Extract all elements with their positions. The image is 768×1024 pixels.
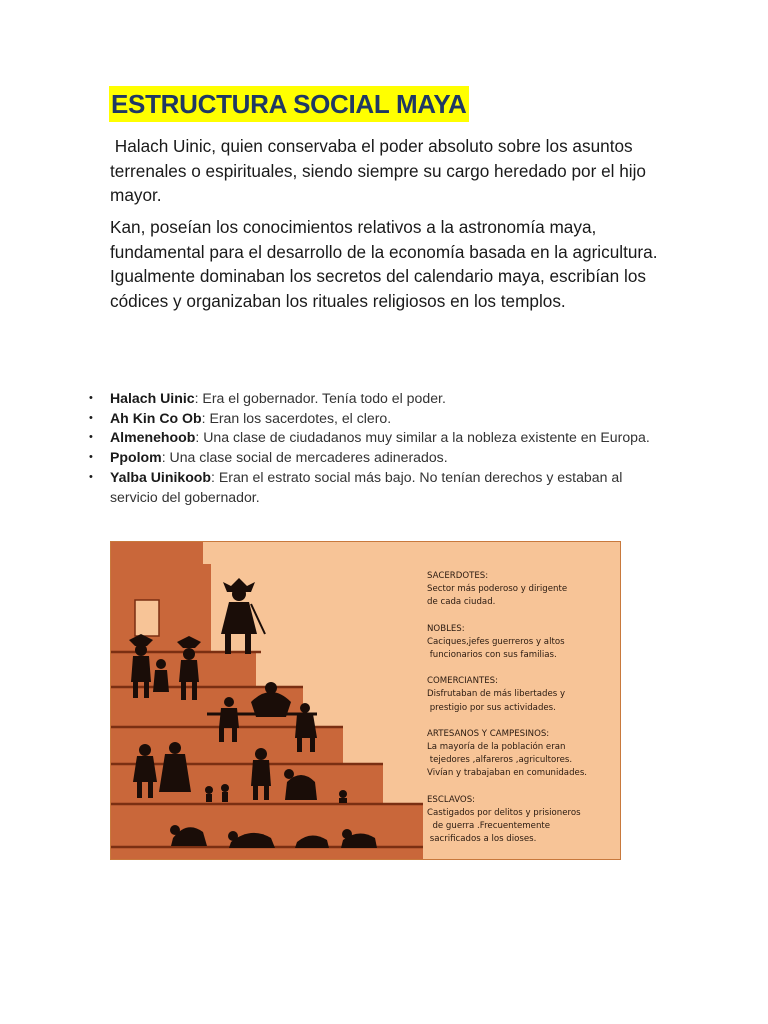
bullet-icon: • — [89, 392, 93, 404]
list-item-term: Almenehoob — [110, 429, 196, 446]
legend-heading: SACERDOTES: — [427, 571, 489, 581]
maya-pyramid-illustration — [110, 541, 621, 860]
list-item-desc: : Eran los sacerdotes, el clero. — [201, 409, 392, 426]
bullet-icon: • — [89, 470, 93, 483]
legend-line: La mayoría de la población eran — [427, 742, 566, 753]
legend-line: de guerra .Frecuentemente — [427, 821, 551, 832]
list-item — [89, 409, 670, 429]
bullet-icon: • — [89, 451, 93, 464]
legend-nobles — [427, 623, 617, 663]
legend-line: Disfrutaban de más libertades y — [427, 689, 566, 700]
legend-esclavos — [427, 794, 617, 847]
legend-line: Caciques,jefes guerreros y altos — [427, 636, 565, 647]
list-item-term: Halach Uinic — [110, 390, 195, 406]
legend-artesanos — [427, 728, 617, 781]
list-item-desc: : Eran el estrato social más bajo. No tenían derechos y estaban al servicio del gobernador. — [110, 468, 623, 505]
list-item-desc: : Una clase de ciudadanos muy similar a la nobleza existente en Europa. — [195, 429, 650, 446]
legend-line: Vivían y trabajaban en comunidades. — [427, 768, 588, 779]
legend-comerciantes — [427, 675, 617, 715]
list-item-desc: : Una clase social de mercaderes adinerados. — [161, 449, 448, 466]
list-item — [89, 428, 670, 448]
legend-line: prestigio por sus actividades. — [427, 702, 556, 713]
paragraph-halach-uinic: Halach Uinic, quien conservaba el poder absoluto sobre los asuntos terrenales o espirituales, siendo siempre su cargo heredado por el hijo mayor. — [110, 136, 651, 206]
list-item-term: Ppolom — [110, 449, 162, 466]
legend-line: de cada ciudad. — [427, 597, 496, 608]
page-title: ESTRUCTURA SOCIAL MAYA — [109, 86, 469, 122]
pyramid-legend — [427, 570, 617, 859]
list-item — [89, 468, 670, 507]
temple-door — [135, 600, 159, 636]
legend-line: sacrificados a los dioses. — [427, 834, 537, 845]
legend-line: funcionarios con sus familias. — [427, 650, 557, 661]
legend-line: tejedores ,alfareros ,agricultores. — [427, 755, 573, 766]
legend-line: Castigados por delitos y prisioneros — [427, 807, 581, 818]
list-item — [89, 448, 670, 468]
bullet-icon: • — [89, 411, 93, 424]
legend-sacerdotes — [427, 570, 617, 610]
legend-heading: NOBLES: — [427, 623, 465, 634]
priest-silhouette — [221, 578, 265, 654]
legend-heading: COMERCIANTES: — [427, 676, 499, 687]
list-item-desc: : Era el gobernador. Tenía todo el poder. — [194, 390, 446, 406]
legend-heading: ARTESANOS Y CAMPESINOS: — [427, 728, 550, 739]
social-classes-list — [89, 389, 670, 507]
legend-heading: ESCLAVOS: — [427, 794, 476, 805]
bullet-icon: • — [89, 431, 93, 444]
paragraph-kan: Kan, poseían los conocimientos relativos a la astronomía maya, fundamental para el desarrollo de la economía basada en la agricultura. Igualmente dominaban los secretos del calendario maya, escribían los códices y organizaban los rituales religiosos en los templos. — [110, 217, 658, 311]
list-item-term: Ah Kin Co Ob — [110, 409, 202, 426]
list-item-term: Yalba Uinikoob — [110, 468, 212, 485]
list-item — [89, 389, 670, 409]
legend-line: Sector más poderoso y dirigente — [427, 584, 568, 595]
